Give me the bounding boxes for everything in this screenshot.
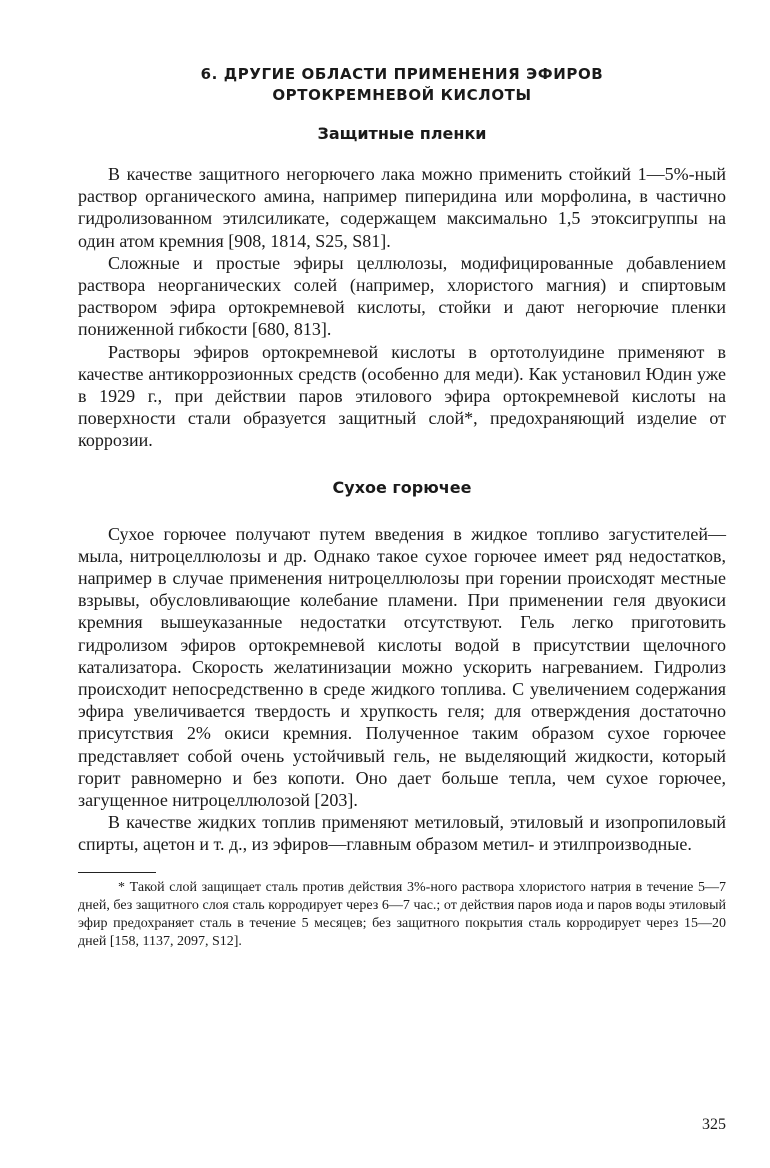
paragraph: В качестве жидких топлив применяют метиловый, этиловый и изопропиловый спирты, ацетон и т. д., из эфиров—главным образом метил- и этилпроизводные. (78, 812, 726, 855)
section-heading-dry-fuel: Сухое горючее (332, 477, 472, 497)
paragraph: В качестве защитного негорючего лака можно применить стойкий 1—5%-ный раствор органического амина, например пиперидина или морфолина, в частично гидролизованном этилсиликате, содержащем максимально 1,5 этоксигруппы на один атом кремния [908, 1814, S25, S81]. (78, 164, 726, 251)
footnote: * Такой слой защищает сталь против действия 3%-ного раствора хлористого натрия в течение 5—7 дней, без защитного слоя сталь корродирует через 6—7 час.; от действия паров иода и паров воды этиловый эфир предохраняет сталь в течение 5 месяцев; без защитного покрытия сталь корродирует через 15—20 дней [158, 1137, 2097, S12]. (78, 879, 726, 949)
paragraph: Сложные и простые эфиры целлюлозы, модифицированные добавлением раствора неорганических солей (например, хлористого магния) и спиртовым раствором эфира ортокремневой кислоты, стойки и дают негорючие пленки пониженной гибкости [680, 813]. (78, 252, 726, 340)
paragraph: Сухое горючее получают путем введения в жидкое топливо загустителей—мыла, нитроцеллюлозы и др. Однако такое сухое горючее имеет ряд недостатков, например в случае применения нитроцеллюлозы при горении происходят местные взрывы, обусловливающие колебание пламени. При применении геля двуокиси кремния вышеуказанные недостатки отсутствуют. Гель легко приготовить гидролизом эфиров ортокремневой кислоты водой в присутствии щелочного катализатора. Скорость желатинизации можно ускорить нагреванием. Гидролиз происходит непосредственно в среде жидкого топлива. С увеличением содержания эфира увеличивается твердость и хрупкость геля; для отверждения достаточно присутствия 2% окиси кремния. Полученное таким образом сухое горючее представляет собой очень устойчивый гель, не выделяющий жидкости, который горит равномерно и без копоти. Оно дает больше тепла, чем сухое горючее, загущенное нитроцеллюлозой [203]. (78, 523, 726, 811)
chapter-title-line-1: 6. ДРУГИЕ ОБЛАСТИ ПРИМЕНЕНИЯ ЭФИРОВ (200, 65, 604, 83)
section-heading-protective-films: Защитные пленки (317, 124, 487, 143)
page-content (78, 64, 726, 951)
chapter-title-line-2: ОРТОКРЕМНЕВОЙ КИСЛОТЫ (272, 86, 532, 104)
footnote-divider (78, 872, 156, 873)
page-number: 325 (702, 1116, 726, 1133)
paragraph: Растворы эфиров ортокремневой кислоты в ортотолуидине применяют в качестве антикоррозионных средств (особенно для меди). Как установил Юдин уже в 1929 г., при действии паров этилового эфира ортокремневой кислоты на поверхности стали образуется защитный слой*, предохраняющий изделие от коррозии. (78, 341, 726, 451)
chapter-title (78, 64, 726, 106)
